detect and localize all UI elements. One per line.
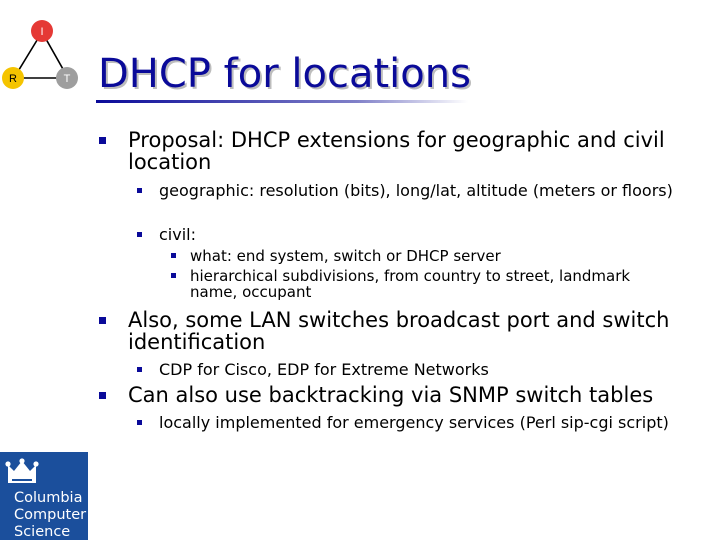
logo-text-line: Computer (14, 507, 87, 523)
title-underline (96, 100, 468, 103)
square-bullet-icon (171, 273, 176, 278)
square-bullet-icon (171, 253, 176, 258)
bullet-snmp (128, 384, 688, 406)
square-bullet-icon (137, 420, 142, 425)
columbia-crown-icon (2, 458, 42, 488)
square-bullet-icon (137, 367, 142, 372)
columbia-cs-logo-text (14, 490, 88, 541)
square-bullet-icon (137, 232, 142, 237)
bullet-what (190, 248, 690, 264)
bullet-locally-implemented (159, 414, 677, 431)
bullet-geographic (159, 182, 677, 199)
bullet-text: Proposal: DHCP extensions for geographic and civil location (128, 128, 665, 174)
bullet-civil (159, 226, 677, 243)
bullet-text: geographic: resolution (bits), long/lat, altitude (meters or floors) (159, 181, 673, 200)
bullet-lan-switches (128, 309, 688, 353)
bullet-text: locally implemented for emergency services (Perl sip-cgi script) (159, 413, 669, 432)
square-bullet-icon (99, 137, 106, 144)
logo-text-line: Columbia (14, 490, 83, 506)
bullet-text: Also, some LAN switches broadcast port and switch identification (128, 308, 670, 354)
bullet-proposal (128, 129, 688, 173)
bullet-text: civil: (159, 225, 196, 244)
square-bullet-icon (99, 392, 106, 399)
logo-node-top-label: I (40, 26, 44, 38)
square-bullet-icon (99, 317, 106, 324)
bullet-text: Can also use backtracking via SNMP switch tables (128, 383, 654, 407)
bullet-text: what: end system, switch or DHCP server (190, 247, 501, 265)
bullet-hierarchical (190, 268, 680, 300)
logo-node-right-label: T (63, 73, 71, 85)
logo-text-line: Science (14, 524, 71, 540)
slide-title: DHCP for locations (98, 51, 471, 97)
logo-node-left-label: R (9, 73, 17, 85)
square-bullet-icon (137, 188, 142, 193)
bullet-cdp-edp (159, 361, 677, 378)
bullet-text: hierarchical subdivisions, from country to street, landmark name, occupant (190, 267, 631, 301)
bullet-text: CDP for Cisco, EDP for Extreme Networks (159, 360, 489, 379)
irt-triangle-logo-icon (0, 14, 84, 96)
